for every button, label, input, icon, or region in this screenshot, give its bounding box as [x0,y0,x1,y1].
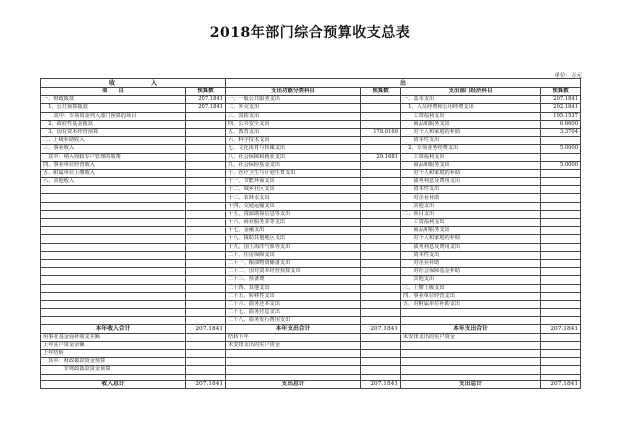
table-row [41,227,581,235]
econ-budget [541,276,581,284]
income-item: 其中：纳入财政专户管理的收费 [41,153,186,161]
econ-budget: 5.0000 [541,145,581,153]
func-item: 十二、城乡社区支出 [226,186,361,194]
table-row [41,366,581,374]
extra-econ-item [401,341,541,349]
income-budget [186,202,226,210]
table-row [41,169,581,177]
table-row [41,235,581,243]
func-budget [361,169,401,177]
econ-item: 对社会保障基金补助 [401,268,541,276]
econ-item: 对企业补助 [401,259,541,267]
income-item: 3、国有资本经营预算 [41,128,186,136]
extra-func-item [226,358,361,366]
income-budget [186,219,226,227]
func-budget [361,161,401,169]
extra-func-budget [361,341,401,349]
table-row [41,300,581,308]
income-budget [186,137,226,145]
income-item: 二、上级补助收入 [41,137,186,145]
grand-expense-value: 207.1841 [361,380,401,388]
income-item [41,219,186,227]
func-item: 十、医疗卫生与计划生育支出 [226,169,361,177]
income-budget [186,243,226,251]
table-row [41,219,581,227]
extra-func-item: 结转下年 [226,333,361,341]
income-item [41,300,186,308]
func-budget [361,259,401,267]
econ-item: 其他支出 [401,276,541,284]
econ-budget [541,227,581,235]
income-item: 六、其他收入 [41,178,186,186]
unit-label: 单位：万元 [554,73,582,79]
econ-budget [541,259,581,267]
extra-func-budget [361,358,401,366]
table-row [41,112,581,120]
econ-item: 工资福利支出 [401,219,541,227]
income-budget [186,227,226,235]
table-row [41,104,581,112]
extra-econ-budget [541,333,581,341]
econ-item: 资本性支出 [401,251,541,259]
grand-expense-label: 支出总计 [226,380,361,388]
table-row [41,145,581,153]
econ-budget: 5.0000 [541,161,581,169]
func-budget [361,309,401,317]
func-item: 二十二、国有资本经营预算支出 [226,268,361,276]
table-row [41,137,581,145]
econ-budget [541,186,581,194]
total-expense-label-2: 本年支出合计 [401,325,541,333]
func-item: 一、一般公共服务支出 [226,96,361,104]
grand-expense-label-2: 支出总计 [401,380,541,388]
extra-income-item: 其中：财政拨款资金预算 [41,358,186,366]
income-item [41,186,186,194]
econ-item: 资本性支出 [401,186,541,194]
extra-income-budget [186,366,226,374]
table-row [41,268,581,276]
income-item [41,210,186,218]
func-item: 十九、国土海洋气象等支出 [226,243,361,251]
extra-func-item [226,366,361,374]
func-item: 十一、节能环保支出 [226,178,361,186]
income-budget [186,284,226,292]
table-row [41,161,581,169]
extra-econ-budget [541,358,581,366]
econ-budget [541,202,581,210]
econ-item: 对企业补助 [401,194,541,202]
extra-econ-item [401,350,541,358]
income-budget [186,235,226,243]
income-budget [186,161,226,169]
table-row [41,243,581,251]
table-row [41,350,581,358]
income-item: 四、事业单位经营收入 [41,161,186,169]
func-item: 三、国防支出 [226,112,361,120]
func-budget [361,104,401,112]
table-row [41,194,581,202]
func-item: 二十七、债务付息支出 [226,309,361,317]
func-budget [361,178,401,186]
econ-item: 五、对附属单位补助支出 [401,300,541,308]
grand-total-row [41,380,581,388]
econ-item: 其他支出 [401,202,541,210]
extra-econ-item: 未安排支出的实户资金 [401,333,541,341]
table-row [41,251,581,259]
income-item: 五、附属单位上缴收入 [41,169,186,177]
extra-func-item [226,350,361,358]
func-item: 四、公共安全支出 [226,120,361,128]
page-title: 2018年部门综合预算收支总表 [209,25,411,41]
econ-item: 商品和服务支出 [401,161,541,169]
econ-item: 二、项目支出 [401,210,541,218]
income-budget: 207.1841 [186,104,226,112]
income-budget [186,259,226,267]
income-budget [186,145,226,153]
func-item: 二十、住房保障支出 [226,251,361,259]
func-budget [361,268,401,276]
func-item: 八、社会保障和就业支出 [226,153,361,161]
econ-item: 一、基本支出 [401,96,541,104]
econ-budget [541,251,581,259]
extra-income-item: 用事业基金弥补收支差额 [41,333,186,341]
income-item: 2、政府性基金拨款 [41,120,186,128]
econ-item: 债务利息及费用支出 [401,243,541,251]
econ-item: 四、事业单位经营支出 [401,292,541,300]
econ-item: 商品和服务支出 [401,120,541,128]
income-budget [186,309,226,317]
extra-econ-budget [541,350,581,358]
table-row [41,186,581,194]
table-row [41,358,581,366]
econ-item: 工资福利支出 [401,153,541,161]
income-item [41,251,186,259]
table-row [41,210,581,218]
table-row [41,96,581,104]
extra-income-budget [186,358,226,366]
func-item: 二、外交支出 [226,104,361,112]
col-header-project: 项 目 [41,88,186,96]
econ-item: 对个人和家庭的补助 [401,128,541,136]
func-budget [361,137,401,145]
func-item: 十三、农林水支出 [226,194,361,202]
func-budget: 29.1681 [361,153,401,161]
econ-item: 债务利息及费用支出 [401,178,541,186]
func-budget [361,194,401,202]
extra-income-budget [186,350,226,358]
econ-budget [541,268,581,276]
table-row [41,120,581,128]
extra-income-item: 上年实户资金余额 [41,341,186,349]
econ-budget [541,235,581,243]
table-row [41,341,581,349]
econ-budget [541,317,581,325]
col-header-budget: 预算数 [186,88,226,96]
income-budget [186,210,226,218]
income-budget [186,276,226,284]
econ-budget [541,292,581,300]
func-item: 十四、交通运输支出 [226,202,361,210]
income-budget: 207.1841 [186,96,226,104]
func-item: 五、教育支出 [226,128,361,136]
grand-income-label: 收入总计 [41,380,186,388]
extra-econ-budget [541,366,581,374]
func-budget [361,219,401,227]
table-row [41,259,581,267]
income-budget [186,120,226,128]
func-item: 十六、商业服务业等支出 [226,219,361,227]
func-item: 九、社会保险基金支出 [226,161,361,169]
func-item: 二十一、粮油物资储备支出 [226,259,361,267]
func-item: 二十五、转移性支出 [226,292,361,300]
extra-func-budget [361,333,401,341]
func-budget [361,145,401,153]
income-item [41,276,186,284]
econ-budget: 195.1537 [541,112,581,120]
extra-income-item: 上年结转 [41,350,186,358]
income-item [41,284,186,292]
table-row [41,202,581,210]
func-item: 十七、金融支出 [226,227,361,235]
extra-func-item: 未安排支出的实户资金 [226,341,361,349]
func-budget [361,300,401,308]
extra-func-budget [361,366,401,374]
table-row [41,333,581,341]
col-header-budget3: 预算数 [541,88,581,96]
income-budget [186,317,226,325]
econ-budget [541,219,581,227]
econ-item [401,309,541,317]
income-item [41,202,186,210]
econ-item: 资本性支出 [401,137,541,145]
table-row [41,178,581,186]
income-budget [186,178,226,186]
func-budget [361,317,401,325]
econ-budget [541,194,581,202]
func-budget [361,227,401,235]
func-item: 六、科学技术支出 [226,137,361,145]
econ-budget: 207.1841 [541,96,581,104]
income-item: 三、事业收入 [41,145,186,153]
func-budget [361,112,401,120]
func-budget [361,186,401,194]
income-item: 一、财政拨款 [41,96,186,104]
func-item: 二十三、预备费 [226,276,361,284]
func-item: 十五、资源勘探信息等支出 [226,210,361,218]
econ-budget [541,178,581,186]
income-item: 其中：专项资金列入部门预算的项目 [41,112,186,120]
table-row [41,284,581,292]
func-item: 七、文化体育与传媒支出 [226,145,361,153]
income-budget [186,128,226,136]
func-item: 二十六、债务还本支出 [226,300,361,308]
income-budget [186,153,226,161]
table-row [41,128,581,136]
col-header-econ: 支出部门经济科目 [401,88,541,96]
econ-item: 对个人和家庭的补助 [401,169,541,177]
total-income-label: 本年收入合计 [41,325,186,333]
econ-budget [541,309,581,317]
func-budget [361,202,401,210]
econ-budget: 6.6600 [541,120,581,128]
func-budget [361,120,401,128]
econ-budget [541,137,581,145]
func-item: 二十四、其他支出 [226,284,361,292]
func-budget [361,210,401,218]
func-budget [361,235,401,243]
income-budget [186,268,226,276]
income-budget [186,169,226,177]
table-row [41,153,581,161]
income-item [41,309,186,317]
income-item [41,227,186,235]
income-item [41,317,186,325]
econ-budget [541,169,581,177]
extra-econ-budget [541,341,581,349]
extra-econ-item [401,366,541,374]
table-row [41,309,581,317]
income-budget [186,194,226,202]
econ-item: 1、人员经费和公用经费支出 [401,104,541,112]
econ-budget: 202.1841 [541,104,581,112]
income-item [41,243,186,251]
econ-item: 工资福利支出 [401,112,541,120]
income-item [41,194,186,202]
extra-econ-item [401,358,541,366]
econ-budget [541,284,581,292]
econ-budget [541,243,581,251]
total-row [41,325,581,333]
income-item [41,268,186,276]
econ-budget [541,300,581,308]
func-budget [361,284,401,292]
func-budget [361,96,401,104]
extra-func-budget [361,350,401,358]
total-expense-value: 207.1841 [361,325,401,333]
income-budget [186,251,226,259]
table-row [41,276,581,284]
income-group-header: 收 入 [41,79,226,88]
table-row [41,292,581,300]
extra-income-item: 非财政拨款资金预算 [41,366,186,374]
col-header-budget2: 预算数 [361,88,401,96]
func-budget [361,243,401,251]
income-item [41,259,186,267]
income-item [41,235,186,243]
income-budget [186,300,226,308]
col-header-func: 支出功能分类科目 [226,88,361,96]
extra-income-budget [186,341,226,349]
econ-item: 三、上缴上级支出 [401,284,541,292]
extra-income-budget [186,333,226,341]
func-budget [361,276,401,284]
econ-item: 2、专项业务经费支出 [401,145,541,153]
income-budget [186,186,226,194]
econ-item: 商品和服务支出 [401,227,541,235]
func-budget: 178.0160 [361,128,401,136]
func-budget [361,251,401,259]
grand-expense-value-2: 207.1841 [541,380,581,388]
econ-item [401,317,541,325]
econ-item: 对个人和家庭的补助 [401,235,541,243]
grand-income-value: 207.1841 [186,380,226,388]
income-item [41,292,186,300]
expense-group-header: 出 [226,79,581,88]
func-item: 二十八、债务发行费用支出 [226,317,361,325]
income-budget [186,292,226,300]
econ-budget [541,153,581,161]
budget-table [40,78,581,389]
total-expense-label: 本年支出合计 [226,325,361,333]
econ-budget [541,210,581,218]
econ-budget: 3.3704 [541,128,581,136]
func-budget [361,292,401,300]
income-budget [186,112,226,120]
func-item: 十八、援助其他地区支出 [226,235,361,243]
table-row [41,317,581,325]
total-expense-value-2: 207.1841 [541,325,581,333]
income-item: 1、公共预算拨款 [41,104,186,112]
total-income-value: 207.1841 [186,325,226,333]
